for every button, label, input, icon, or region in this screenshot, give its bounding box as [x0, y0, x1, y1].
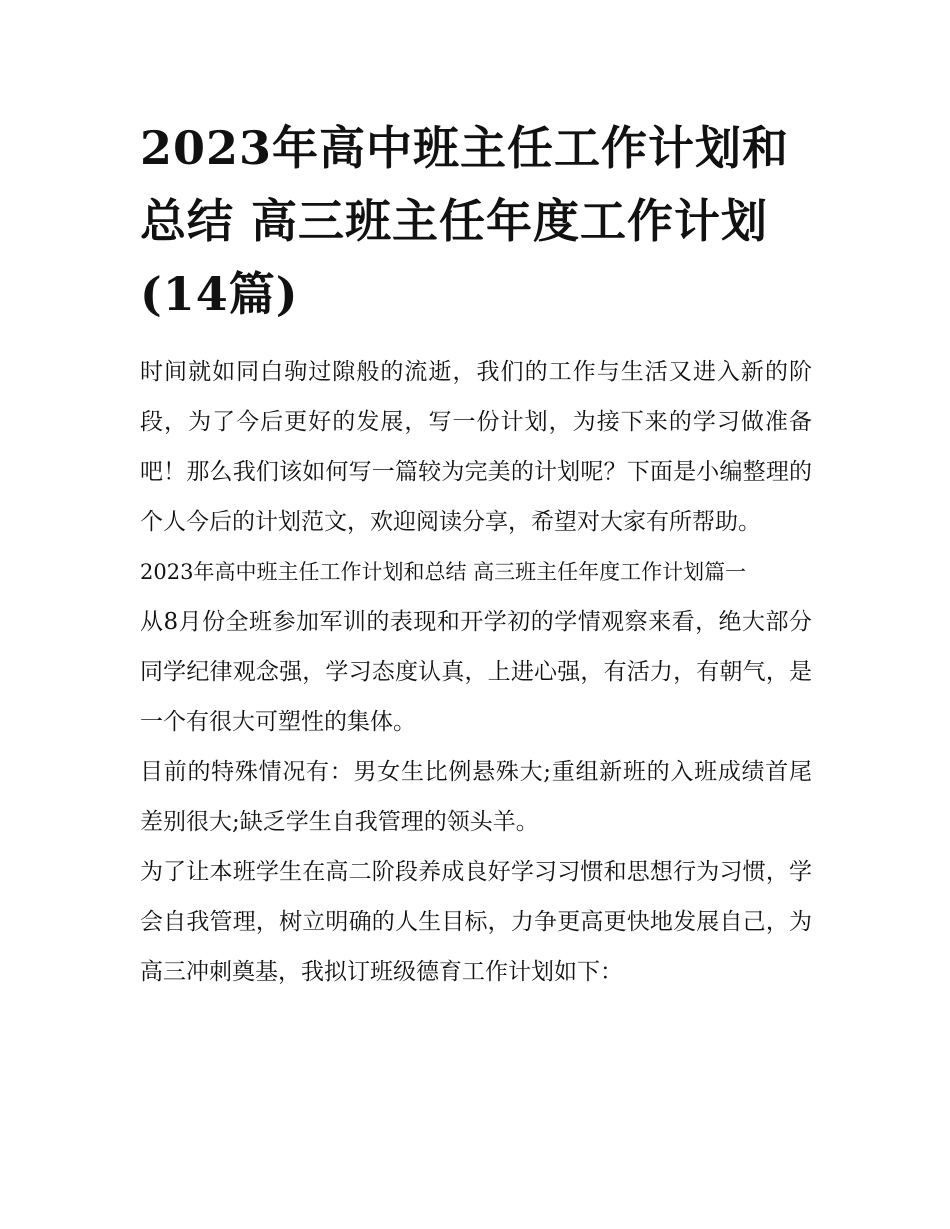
body-paragraph-3: 为了让本班学生在高二阶段养成良好学习习惯和思想行为习惯，学会自我管理，树立明确的人生目标，力争更高更快地发展自己，为高三冲刺奠基，我拟订班级德育工作计划如下： — [140, 859, 812, 985]
document-title: 2023年高中班主任工作计划和总结 高三班主任年度工作计划(14篇) — [140, 121, 790, 321]
body-paragraph-2: 目前的特殊情况有：男女生比例悬殊大;重组新班的入班成绩首尾差别很大;缺乏学生自我管理的领头羊。 — [140, 759, 812, 835]
body-paragraph-1: 从8月份全班参加军训的表现和开学初的学情观察来看，绝大部分同学纪律观念强，学习态度认真，上进心强，有活力，有朝气，是一个有很大可塑性的集体。 — [140, 609, 812, 735]
document-body — [140, 347, 812, 997]
intro-paragraph: 时间就如同白驹过隙般的流逝，我们的工作与生活又进入新的阶段，为了今后更好的发展，写一份计划，为接下来的学习做准备吧！那么我们该如何写一篇较为完美的计划呢？下面是小编整理的个人今后的计划范文，欢迎阅读分享，希望对大家有所帮助。 — [140, 359, 812, 535]
section-heading: 2023年高中班主任工作计划和总结 高三班主任年度工作计划篇一 — [140, 560, 747, 584]
document-page — [140, 112, 812, 997]
